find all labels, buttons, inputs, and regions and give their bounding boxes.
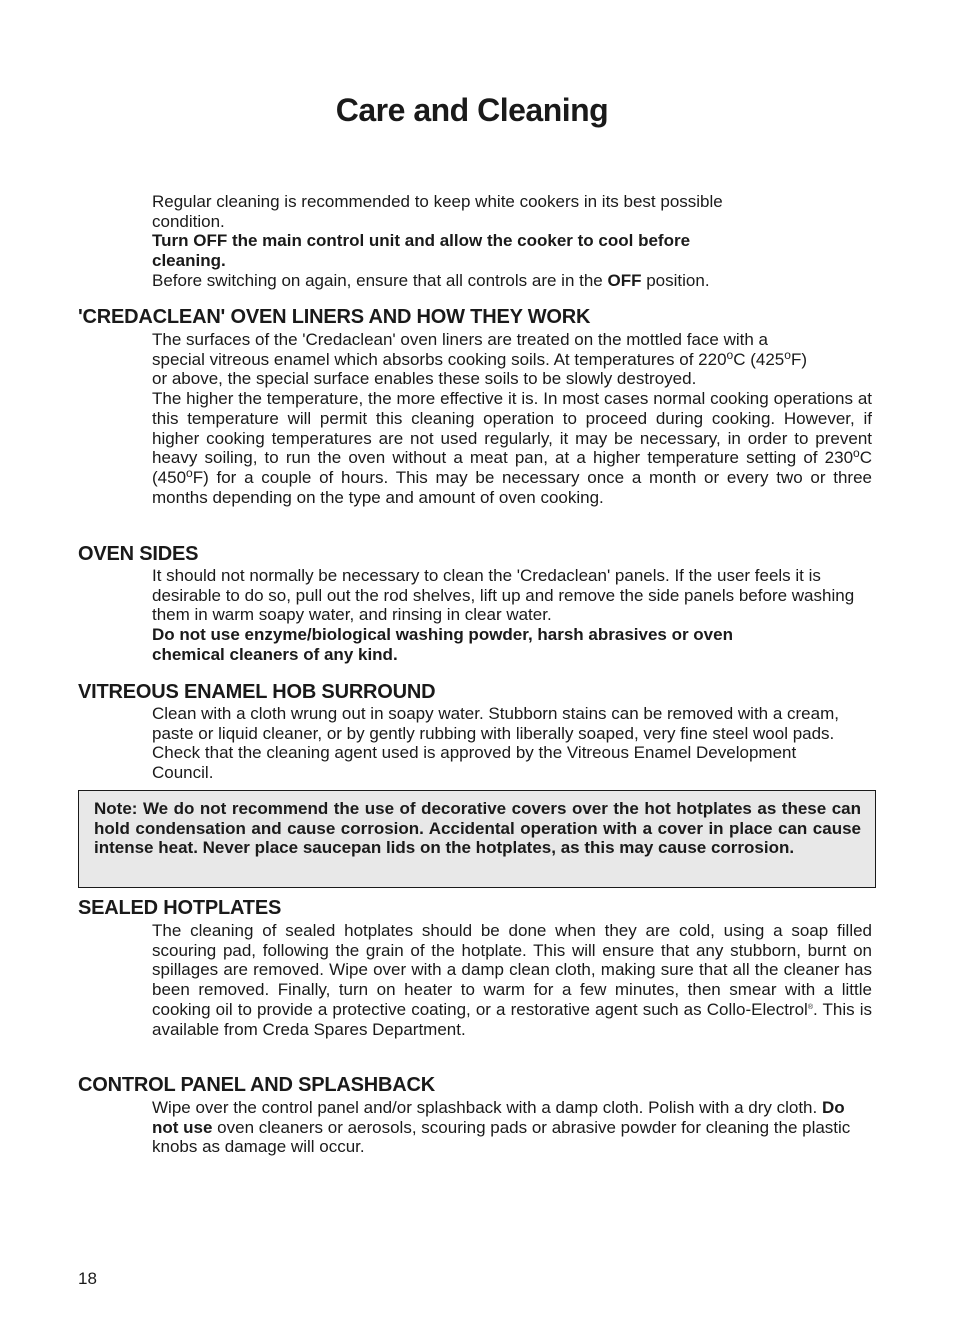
- intro-controls-note: [152, 271, 792, 291]
- credaclean-heading: 'CREDACLEAN' OVEN LINERS AND HOW THEY WORK: [78, 306, 591, 328]
- control-panel-section: [152, 1098, 852, 1157]
- intro-section: [152, 192, 792, 291]
- degree-symbol: o: [726, 347, 734, 362]
- control-text-b: oven cleaners or aerosols, scouring pads or abrasive powder for cleaning the plastic knobs as damage will occur.: [152, 1117, 851, 1157]
- registered-mark: ®: [807, 1003, 813, 1011]
- note-text: Note: We do not recommend the use of decorative covers over the hot hotplates as these can hold condensation and cause corrosion. Accidental operation with a cover in place can cause intense heat. Never place saucepan lids on the hotplates, as this may cause corrosion.: [94, 799, 861, 858]
- intro-controls-text-a: Before switching on again, ensure that all controls are in the: [152, 270, 608, 290]
- oven-sides-paragraph: It should not normally be necessary to clean the 'Credaclean' panels. If the user feels it is desirable to do so, pull out the rod shelves, lift up and remove the side panels before washing them in warm soapy water, and rinsing in clear water.: [152, 566, 855, 625]
- vitreous-section: [152, 704, 852, 783]
- page-number: 18: [78, 1269, 97, 1288]
- do-not-use-label: Do not use: [152, 1098, 845, 1137]
- credaclean-paragraph-1: [152, 330, 822, 389]
- intro-warning: Turn OFF the main control unit and allow the cooker to cool before cleaning.: [152, 231, 691, 271]
- sealed-text-a: The cleaning of sealed hotplates should be done when they are cold, using a soap filled scouring pad, following the grain of the hotplate. This will ensure that any stubborn, burnt on spillages are removed. Wipe over with a damp clean cloth, making sure that all the cleaner has been removed. Finally, turn on heater to warm for a few minutes, then smear with a little cooking oil to provide a protective coating, or a restorative agent such as Collo-Electrol: [152, 921, 872, 1019]
- credaclean-paragraph-2: [152, 389, 872, 507]
- oven-sides-heading: OVEN SIDES: [78, 543, 199, 565]
- degree-symbol: o: [186, 465, 193, 480]
- credaclean-text-f: F) for a couple of hours. This may be necessary once a month or every two or three months depending on the type and amount of oven cooking.: [152, 467, 872, 507]
- page-title: Care and Cleaning: [335, 92, 609, 128]
- sealed-text-b: . This is available from Creda Spares Department.: [152, 999, 872, 1039]
- control-panel-heading: CONTROL PANEL AND SPLASHBACK: [78, 1074, 436, 1096]
- control-text-a: Wipe over the control panel and/or splashback with a damp cloth. Polish with a dry cloth.: [152, 1098, 822, 1117]
- intro-off-label: OFF: [607, 270, 642, 290]
- intro-paragraph: Regular cleaning is recommended to keep white cookers in its best possible condition.: [152, 192, 723, 231]
- sealed-hotplates-heading: SEALED HOTPLATES: [78, 897, 282, 919]
- credaclean-text-b: C (425: [733, 349, 785, 369]
- control-panel-paragraph: [152, 1098, 852, 1157]
- sealed-hotplates-paragraph: [152, 921, 872, 1039]
- degree-symbol: o: [784, 347, 791, 362]
- note-box: [78, 790, 876, 888]
- credaclean-text-e: C (450: [152, 448, 872, 487]
- vitreous-paragraph: Clean with a cloth wrung out in soapy water. Stubborn stains can be removed with a cream, paste or liquid cleaner, or by gently rubbing with liberally soaped, very fine steel wool pads. Check that the cleaning agent used is approved by the Vitreous Enamel Development Council.: [152, 704, 839, 783]
- intro-controls-text-b: position.: [641, 270, 710, 290]
- oven-sides-warning: Do not use enzyme/biological washing powder, harsh abrasives or oven chemical cleaners of any kind.: [152, 625, 733, 664]
- credaclean-text-c: F) or above, the special surface enables these soils to be slowly destroyed.: [152, 349, 807, 389]
- sealed-hotplates-section: [152, 921, 872, 1039]
- oven-sides-section: [152, 566, 872, 665]
- vitreous-heading: VITREOUS ENAMEL HOB SURROUND: [78, 681, 436, 703]
- credaclean-text-d: The higher the temperature, the more effective it is. In most cases normal cooking operations at this temperature will permit this cleaning operation to proceed during cooking. However, if higher cooking temperatures are not used regularly, it may be necessary, in order to prevent heavy soiling, to run the oven without a meat pan, at a higher temperature setting of 230: [152, 389, 872, 468]
- credaclean-section: [152, 330, 872, 507]
- credaclean-text-a: The surfaces of the 'Credaclean' oven liners are treated on the mottled face with a special vitreous enamel which absorbs cooking soils. At temperatures of 220: [152, 330, 769, 369]
- degree-symbol: o: [853, 446, 860, 461]
